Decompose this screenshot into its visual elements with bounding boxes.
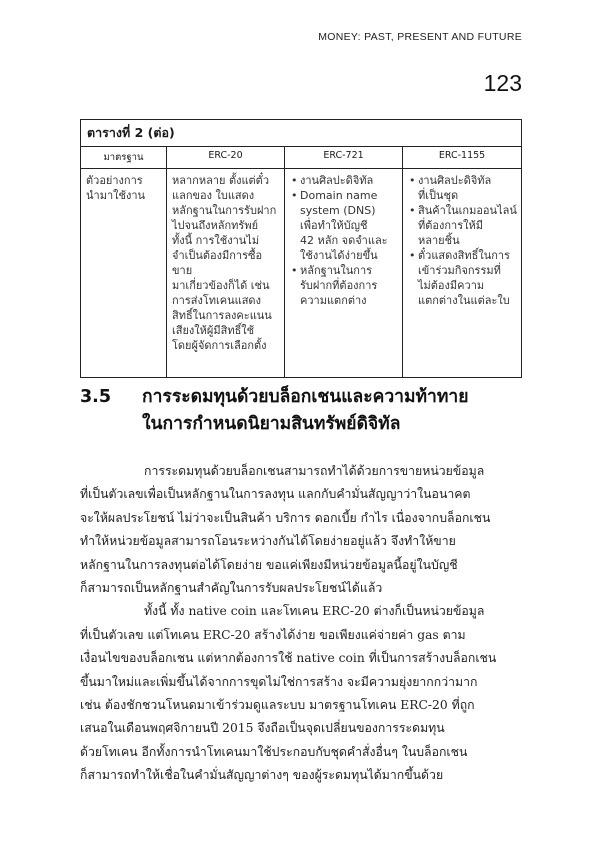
paragraph-line: ทำให้หน่วยข้อมูลสามารถโอนระหว่างกันได้โดยง่ายอยู่แล้ว จึงทำให้ขาย xyxy=(80,534,456,549)
column-header: ERC-1155 xyxy=(403,147,522,169)
paragraph-line: ก็สามารถเป็นหลักฐานสำคัญในการรับผลประโยชน์ได้แล้ว xyxy=(80,581,383,596)
table-caption-row xyxy=(81,120,522,147)
erc721-list xyxy=(290,173,398,308)
cell-line: แลกของ ใบแสดง xyxy=(172,189,255,202)
comparison-table xyxy=(80,119,522,378)
erc1155-list xyxy=(408,173,517,308)
paragraph xyxy=(80,600,521,787)
paragraph-line: เงื่อนไขของบล็อกเชน แต่หากต้องการใช้ native coin ที่เป็นการสร้างบล็อกเชน xyxy=(80,651,497,666)
cell-line: • งานศิลปะดิจิทัล xyxy=(418,174,492,187)
cell-line: ที่ต้องการให้มี xyxy=(418,219,483,232)
paragraph-line: เสนอในเดือนพฤศจิกายนปี 2015 จึงถือเป็นจุดเปลี่ยนของการระดมทุน xyxy=(80,721,445,736)
section-title-line: การระดมทุนด้วยบล็อกเชนและความท้าทาย xyxy=(142,387,469,407)
column-header: ERC-721 xyxy=(285,147,403,169)
list-item xyxy=(300,173,398,188)
cell-line: หลักฐานในการรับฝาก xyxy=(172,204,277,217)
row-label-cell xyxy=(81,169,167,378)
cell-line: system (DNS) xyxy=(300,204,376,217)
cell-line: หลากหลาย ตั้งแต่ตั๋ว xyxy=(172,174,270,187)
cell-line: • สินค้าในเกมออนไลน์ xyxy=(418,204,517,217)
list-item xyxy=(418,203,517,248)
erc1155-cell xyxy=(403,169,522,378)
cell-line: แตกต่างในแต่ละใบ xyxy=(418,294,510,307)
cell-line: ไม่ต้องมีความ xyxy=(418,279,485,292)
cell-line: ใช้งานได้ง่ายขึ้น xyxy=(300,249,378,262)
row-label: นำมาใช้งาน xyxy=(86,189,146,202)
cell-line: 42 หลัก จดจำและ xyxy=(300,234,388,247)
paragraph-line: หลักฐานในการลงทุนต่อได้โดยง่าย ขอแค่เพียงมีหน่วยข้อมูลนี้อยู่ในบัญชี xyxy=(80,557,458,572)
row-label: ตัวอย่างการ xyxy=(86,174,143,187)
cell-line: ทั้งนี้ การใช้งานไม่ xyxy=(172,234,260,247)
erc721-cell xyxy=(285,169,403,378)
paragraph-line: เช่น ต้องชักชวนโหนดมาเข้าร่วมดูแลระบบ มาตรฐานโทเคน ERC-20 ที่ถูก xyxy=(80,698,475,713)
cell-line: โดยผู้จัดการเลือกตั้ง xyxy=(172,339,267,352)
cell-line: เข้าร่วมกิจกรรมที่ xyxy=(418,264,501,277)
cell-line: เพื่อทำให้บัญชี xyxy=(300,219,368,232)
paragraph-line: การระดมทุนด้วยบล็อกเชนสามารถทำได้ด้วยการขายหน่วยข้อมูล xyxy=(144,464,485,478)
cell-line: จำเป็นต้องมีการซื้อขาย xyxy=(172,249,263,277)
paragraph-line: ที่เป็นตัวเลขเพื่อเป็นหลักฐานในการลงทุน แลกกับคำมั่นสัญญาว่าในอนาคต xyxy=(80,487,471,502)
cell-line: ไปจนถึงหลักทรัพย์ xyxy=(172,219,259,232)
section-title-line: ในการกำหนดนิยามสินทรัพย์ดิจิทัล xyxy=(142,414,401,434)
table-row xyxy=(81,169,522,378)
paragraph-line: ด้วยโทเคน อีกทั้งการนำโทเคนมาใช้ประกอบกับชุดคำสั่งอื่นๆ ในบล็อกเชน xyxy=(80,744,468,759)
cell-line: • ตั๋วแสดงสิทธิ์ในการ xyxy=(418,249,510,262)
list-item xyxy=(300,263,398,308)
cell-line: มาเกี่ยวข้องก็ได้ เช่น xyxy=(172,279,270,292)
erc20-cell xyxy=(167,169,285,378)
paragraph-line: ก็สามารถทำให้เชื่อในคำมั่นสัญญาต่างๆ ของผู้ระดมทุนได้มากขึ้นด้วย xyxy=(80,768,444,783)
cell-line: • หลักฐานในการ xyxy=(300,264,373,277)
section-number: 3.5 xyxy=(80,387,112,407)
list-item xyxy=(418,248,517,308)
body-text xyxy=(80,460,521,788)
section-heading xyxy=(80,384,530,438)
table-caption: ตารางที่ 2 (ต่อ) xyxy=(81,120,522,147)
paragraph-line: ที่เป็นตัวเลข แต่โทเคน ERC-20 สร้างได้ง่าย ขอเพียงแค่จ่ายค่า gas ตาม xyxy=(80,627,466,642)
cell-line: ที่เป็นชุด xyxy=(418,189,459,202)
running-header: MONEY: PAST, PRESENT AND FUTURE xyxy=(318,31,522,43)
cell-line: เสียงให้ผู้มีสิทธิ์ใช้ xyxy=(172,324,255,337)
cell-line: สิทธิ์ในการลงคะแนน xyxy=(172,309,272,322)
table-header-row xyxy=(81,147,522,169)
column-header: ERC-20 xyxy=(167,147,285,169)
paragraph-line: ขึ้นมาใหม่และเพิ่มขึ้นได้จากการขุดไม่ใช่การสร้าง จะมีความยุ่งยากกว่ามาก xyxy=(80,674,478,689)
page-number: 123 xyxy=(483,70,522,96)
column-header: มาตรฐาน xyxy=(81,147,167,169)
list-item xyxy=(418,173,517,203)
cell-line: รับฝากที่ต้องการ xyxy=(300,279,378,292)
cell-line: การส่งโทเคนแสดง xyxy=(172,294,261,307)
cell-line: • งานศิลปะดิจิทัล xyxy=(300,174,374,187)
list-item xyxy=(300,188,398,263)
paragraph xyxy=(80,460,521,600)
paragraph-line: ทั้งนี้ ทั้ง native coin และโทเคน ERC-20 ต่างก็เป็นหน่วยข้อมูล xyxy=(144,604,485,619)
cell-line: • Domain name xyxy=(300,189,378,202)
cell-line: หลายชิ้น xyxy=(418,234,460,247)
paragraph-line: จะให้ผลประโยชน์ ไม่ว่าจะเป็นสินค้า บริการ ดอกเบี้ย กำไร เนื่องจากบล็อกเชน xyxy=(80,510,491,525)
cell-line: ความแตกต่าง xyxy=(300,294,367,307)
